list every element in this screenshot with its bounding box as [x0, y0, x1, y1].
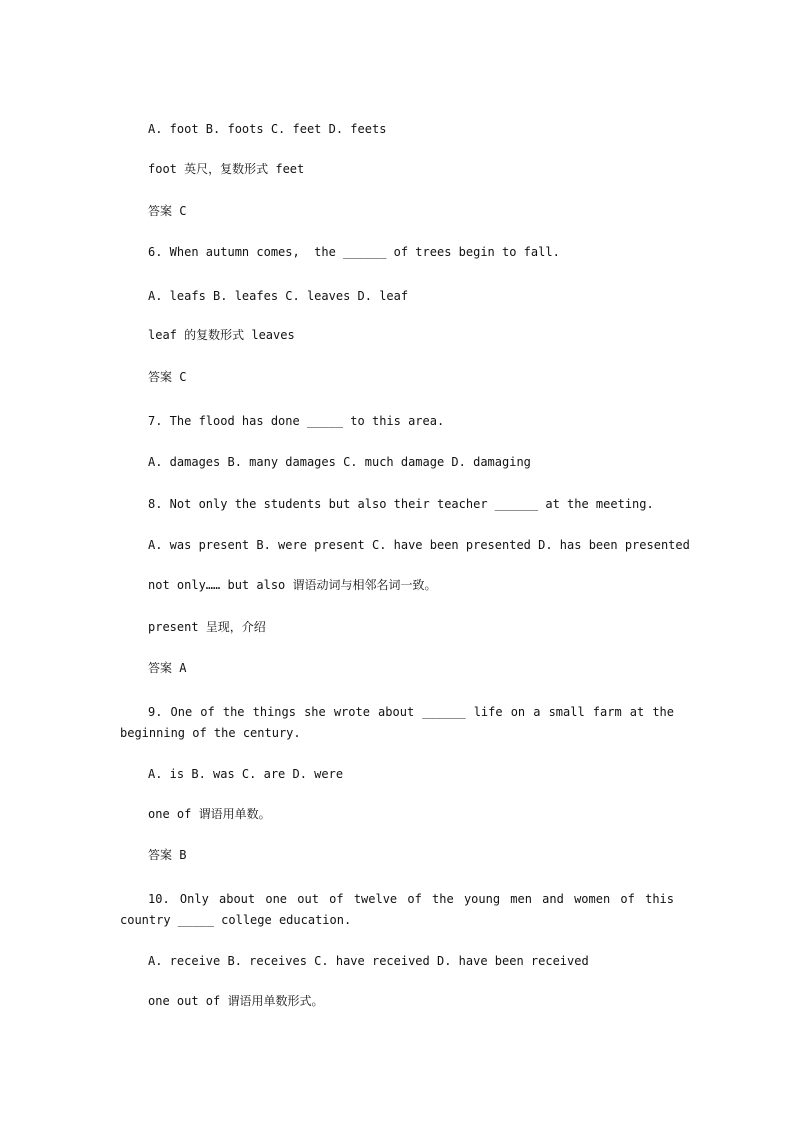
q7-question: 7. The flood has done _____ to this area. — [148, 414, 445, 428]
q6-question: 6. When autumn comes, the ______ of trees begin to fall. — [148, 245, 560, 259]
q8-question: 8. Not only the students but also their teacher ______ at the meeting. — [148, 497, 654, 511]
q8-answer: 答案 A — [148, 661, 187, 675]
q7-options: A. damages B. many damages C. much damage D. damaging — [148, 455, 531, 469]
q8-note-2: present 呈现，介绍 — [148, 620, 266, 634]
q8-options: A. was present B. were present C. have been presented D. has been presented — [148, 538, 690, 552]
q9-answer: 答案 B — [148, 848, 187, 862]
q8-note-1: not only…… but also 谓语动词与相邻名词一致。 — [148, 578, 437, 592]
q5-note: foot 英尺，复数形式 feet — [148, 162, 305, 176]
q6-options: A. leafs B. leafes C. leaves D. leaf — [148, 289, 409, 303]
q10-question: 10. Only about one out of twelve of the young men and women of this country _____ college education. — [120, 892, 674, 927]
q10-note: one out of 谓语用单数形式。 — [148, 994, 324, 1008]
q9-question: 9. One of the things she wrote about ______ life on a small farm at the beginning of the century. — [120, 705, 674, 740]
q10-options: A. receive B. receives C. have received D. have been received — [148, 954, 589, 968]
q5-options: A. foot B. foots C. feet D. feets — [148, 122, 387, 136]
q6-note: leaf 的复数形式 leaves — [148, 328, 295, 342]
q9-options: A. is B. was C. are D. were — [148, 767, 344, 781]
q9-note: one of 谓语用单数。 — [148, 807, 271, 821]
q5-answer: 答案 C — [148, 204, 187, 218]
q6-answer: 答案 C — [148, 370, 187, 384]
